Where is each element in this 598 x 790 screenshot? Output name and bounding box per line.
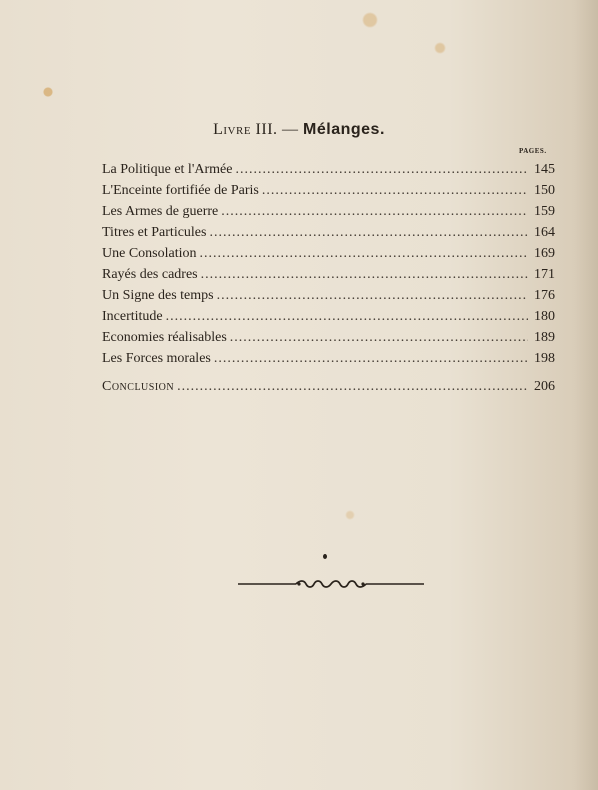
toc-leader-dots — [201, 265, 528, 285]
toc-entry-page: 145 — [534, 162, 555, 177]
toc-conclusion — [102, 377, 555, 397]
heading-title: Mélanges. — [303, 121, 385, 138]
toc-leader-dots — [177, 377, 528, 397]
heading-livre: Livre III. — [213, 121, 278, 138]
toc-entry-label: Incertitude — [102, 309, 163, 324]
toc-entry-label: La Politique et l'Armée — [102, 162, 233, 177]
heading-separator: — — [277, 121, 304, 138]
toc-entry-page: 176 — [534, 288, 555, 303]
toc-entry-label: Rayés des cadres — [102, 267, 198, 282]
toc-entry — [102, 223, 555, 243]
toc-leader-dots — [214, 349, 528, 369]
toc-entry-page: 169 — [534, 246, 555, 261]
toc-entry — [102, 244, 555, 264]
toc-conclusion-page: 206 — [534, 379, 555, 394]
toc-entry — [102, 349, 555, 369]
toc-entry-label: L'Enceinte fortifiée de Paris — [102, 183, 259, 198]
toc-entry-label: Titres et Particules — [102, 225, 207, 240]
toc-entry-label: Les Forces morales — [102, 351, 211, 366]
toc-entry — [102, 202, 555, 222]
toc-entry-label: Une Consolation — [102, 246, 197, 261]
toc-leader-dots — [230, 328, 528, 348]
toc-entry-page: 171 — [534, 267, 555, 282]
toc-entry-page: 180 — [534, 309, 555, 324]
toc-entry-page: 164 — [534, 225, 555, 240]
toc-leader-dots — [262, 181, 528, 201]
toc-entry — [102, 181, 555, 201]
toc-leader-dots — [209, 223, 528, 243]
toc-conclusion-label: Conclusion — [102, 379, 175, 394]
toc-entry — [102, 286, 555, 306]
toc-leader-dots — [200, 244, 529, 264]
section-heading — [0, 121, 598, 139]
toc-entry-page: 159 — [534, 204, 555, 219]
toc-entry — [102, 265, 555, 285]
toc-leader-dots — [217, 286, 528, 306]
toc-leader-dots — [221, 202, 528, 222]
ink-dot — [323, 554, 327, 559]
toc-entry — [102, 307, 555, 327]
toc-entry — [102, 160, 555, 180]
toc-leader-dots — [166, 307, 528, 327]
toc-entry-label: Un Signe des temps — [102, 288, 214, 303]
toc-leader-dots — [235, 160, 528, 180]
toc-entry-label: Les Armes de guerre — [102, 204, 219, 219]
toc-entry-page: 189 — [534, 330, 555, 345]
scroll-ornament-icon — [238, 574, 424, 594]
toc-entry-page: 150 — [534, 183, 555, 198]
toc-entry-label: Economies réalisables — [102, 330, 227, 345]
pages-column-label: PAGES. — [519, 147, 547, 155]
toc-entry-page: 198 — [534, 351, 555, 366]
toc-entry — [102, 328, 555, 348]
